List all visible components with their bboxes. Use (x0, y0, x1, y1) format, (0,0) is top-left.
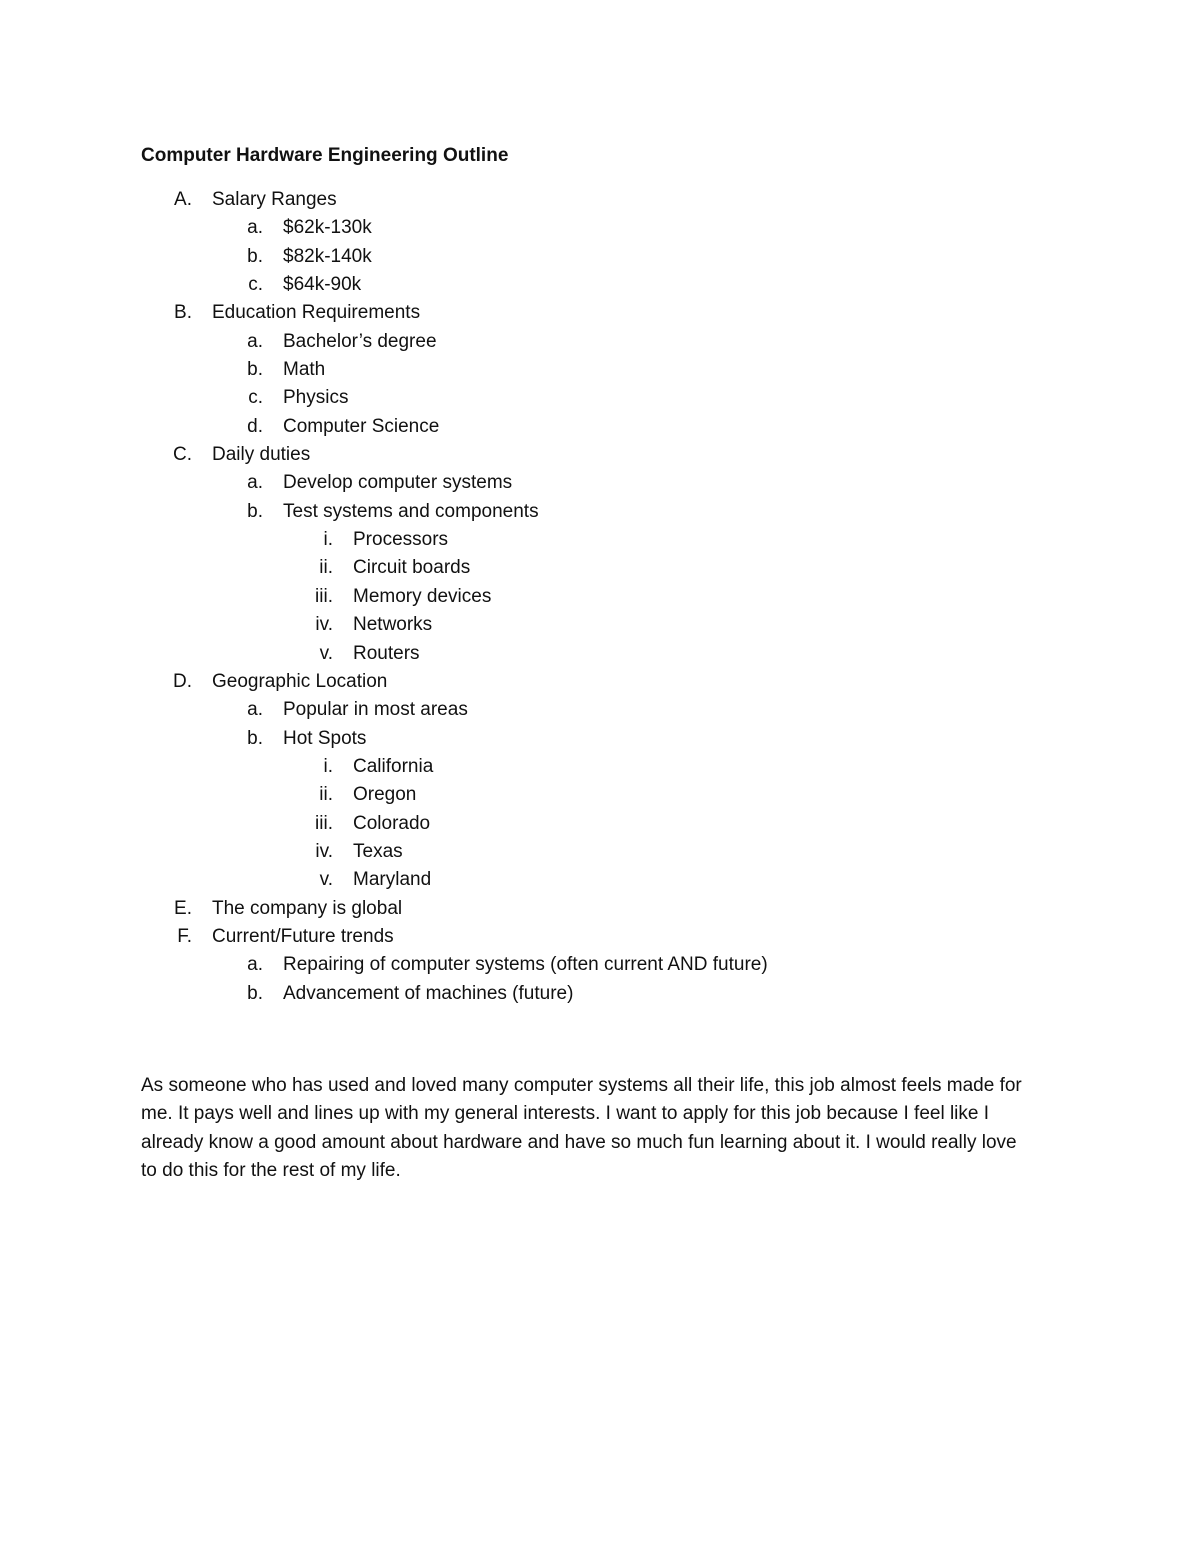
outline-item-marker: v. (319, 642, 333, 664)
outline-item-text: Current/Future trends (212, 925, 394, 947)
outline-item-marker: a. (247, 699, 263, 721)
outline-item (0, 583, 1200, 611)
outline-item-marker: b. (247, 500, 263, 522)
outline-item-text: Bachelor’s degree (283, 330, 437, 352)
outline-item-text: Maryland (353, 869, 432, 891)
outline-item-marker: v. (319, 869, 333, 891)
outline-item-text: The company is global (212, 897, 403, 919)
outline-item-marker: C. (173, 444, 192, 466)
outline-item-marker: A. (174, 189, 192, 210)
outline-item-text: $62k-130k (283, 217, 372, 239)
outline-item-marker: b. (247, 727, 263, 749)
outline-item-marker: c. (248, 274, 263, 296)
outline-item-marker: iv. (315, 840, 333, 862)
outline-item-text: Colorado (353, 812, 431, 834)
outline-item (0, 498, 1200, 526)
outline-item (0, 441, 1200, 469)
paragraph-line: As someone who has used and loved many computer systems all their life, this job almost feels made for (141, 1075, 1022, 1096)
outline-item-text: Develop computer systems (283, 472, 513, 494)
outline-item (0, 696, 1200, 724)
outline-item-text: Education Requirements (212, 302, 421, 324)
outline-item-text: Hot Spots (283, 727, 367, 749)
outline-item (0, 413, 1200, 441)
outline-item (0, 611, 1200, 639)
outline-item-marker: b. (247, 245, 263, 267)
outline-item-text: $82k-140k (283, 245, 372, 267)
outline-item-marker: iii. (315, 812, 333, 834)
outline-item (0, 356, 1200, 384)
outline-item (0, 838, 1200, 866)
document-title: Computer Hardware Engineering Outline (141, 145, 509, 166)
outline-item-text: Computer Science (283, 415, 440, 437)
outline-item-marker: a. (247, 472, 263, 494)
outline-item (0, 214, 1200, 242)
outline-item-text: California (353, 755, 434, 777)
outline-item-marker: ii. (319, 557, 333, 579)
outline-item (0, 668, 1200, 696)
outline-item (0, 866, 1200, 894)
body-paragraph (141, 1072, 1071, 1185)
outline-item-marker: a. (247, 330, 263, 352)
outline-item-marker: a. (247, 954, 263, 976)
outline-item-text: Test systems and components (283, 500, 539, 522)
outline-item-text: Processors (353, 529, 449, 551)
outline-item (0, 526, 1200, 554)
outline-item-marker: E. (174, 897, 192, 919)
outline-item-marker: b. (247, 982, 263, 1004)
paragraph-line: me. It pays well and lines up with my general interests. I want to apply for this job because I feel like I (141, 1103, 990, 1125)
outline-item-marker: ii. (319, 784, 333, 806)
outline-item (0, 469, 1200, 497)
outline-item (0, 753, 1200, 781)
outline-item (0, 186, 1200, 214)
outline-item (0, 271, 1200, 299)
outline-item (0, 243, 1200, 271)
outline-item-text: Texas (353, 840, 403, 862)
outline-item-text: Advancement of machines (future) (283, 982, 574, 1004)
outline-item-text: Salary Ranges (212, 189, 337, 210)
paragraph-line: already know a good amount about hardware and have so much fun learning about it. I would really love (141, 1131, 1017, 1153)
outline-item-text: Networks (353, 614, 433, 636)
outline-item-marker: D. (173, 670, 192, 692)
outline-item (0, 923, 1200, 951)
outline-item (0, 328, 1200, 356)
outline-item-text: Memory devices (353, 585, 492, 607)
outline-item-marker: b. (247, 359, 263, 381)
outline-list (0, 186, 1200, 1008)
outline-item-marker: iii. (315, 585, 333, 607)
outline-item (0, 640, 1200, 668)
outline-item (0, 299, 1200, 327)
outline-item-marker: F. (177, 925, 192, 947)
outline-item (0, 951, 1200, 979)
outline-item-text: $64k-90k (283, 274, 362, 296)
outline-item-text: Popular in most areas (283, 699, 468, 721)
outline-item (0, 895, 1200, 923)
outline-item-marker: a. (247, 217, 263, 239)
outline-item (0, 980, 1200, 1008)
outline-item-text: Daily duties (212, 444, 311, 466)
outline-item-text: Repairing of computer systems (often current AND future) (283, 954, 768, 976)
outline-item-marker: iv. (315, 614, 333, 636)
outline-item (0, 384, 1200, 412)
paragraph-line: to do this for the rest of my life. (141, 1159, 401, 1181)
outline-item-marker: c. (248, 387, 263, 409)
outline-item-marker: i. (323, 755, 333, 777)
outline-item-text: Geographic Location (212, 670, 388, 692)
outline-item (0, 554, 1200, 582)
outline-item-marker: B. (174, 302, 192, 324)
outline-item-text: Math (283, 359, 326, 381)
outline-item-text: Physics (283, 387, 349, 409)
outline-item-text: Routers (353, 642, 420, 664)
outline-item (0, 810, 1200, 838)
outline-item (0, 781, 1200, 809)
outline-item-marker: d. (247, 415, 263, 437)
outline-item-text: Oregon (353, 784, 417, 806)
outline-item-text: Circuit boards (353, 557, 471, 579)
outline-item-marker: i. (323, 529, 333, 551)
outline-item (0, 725, 1200, 753)
